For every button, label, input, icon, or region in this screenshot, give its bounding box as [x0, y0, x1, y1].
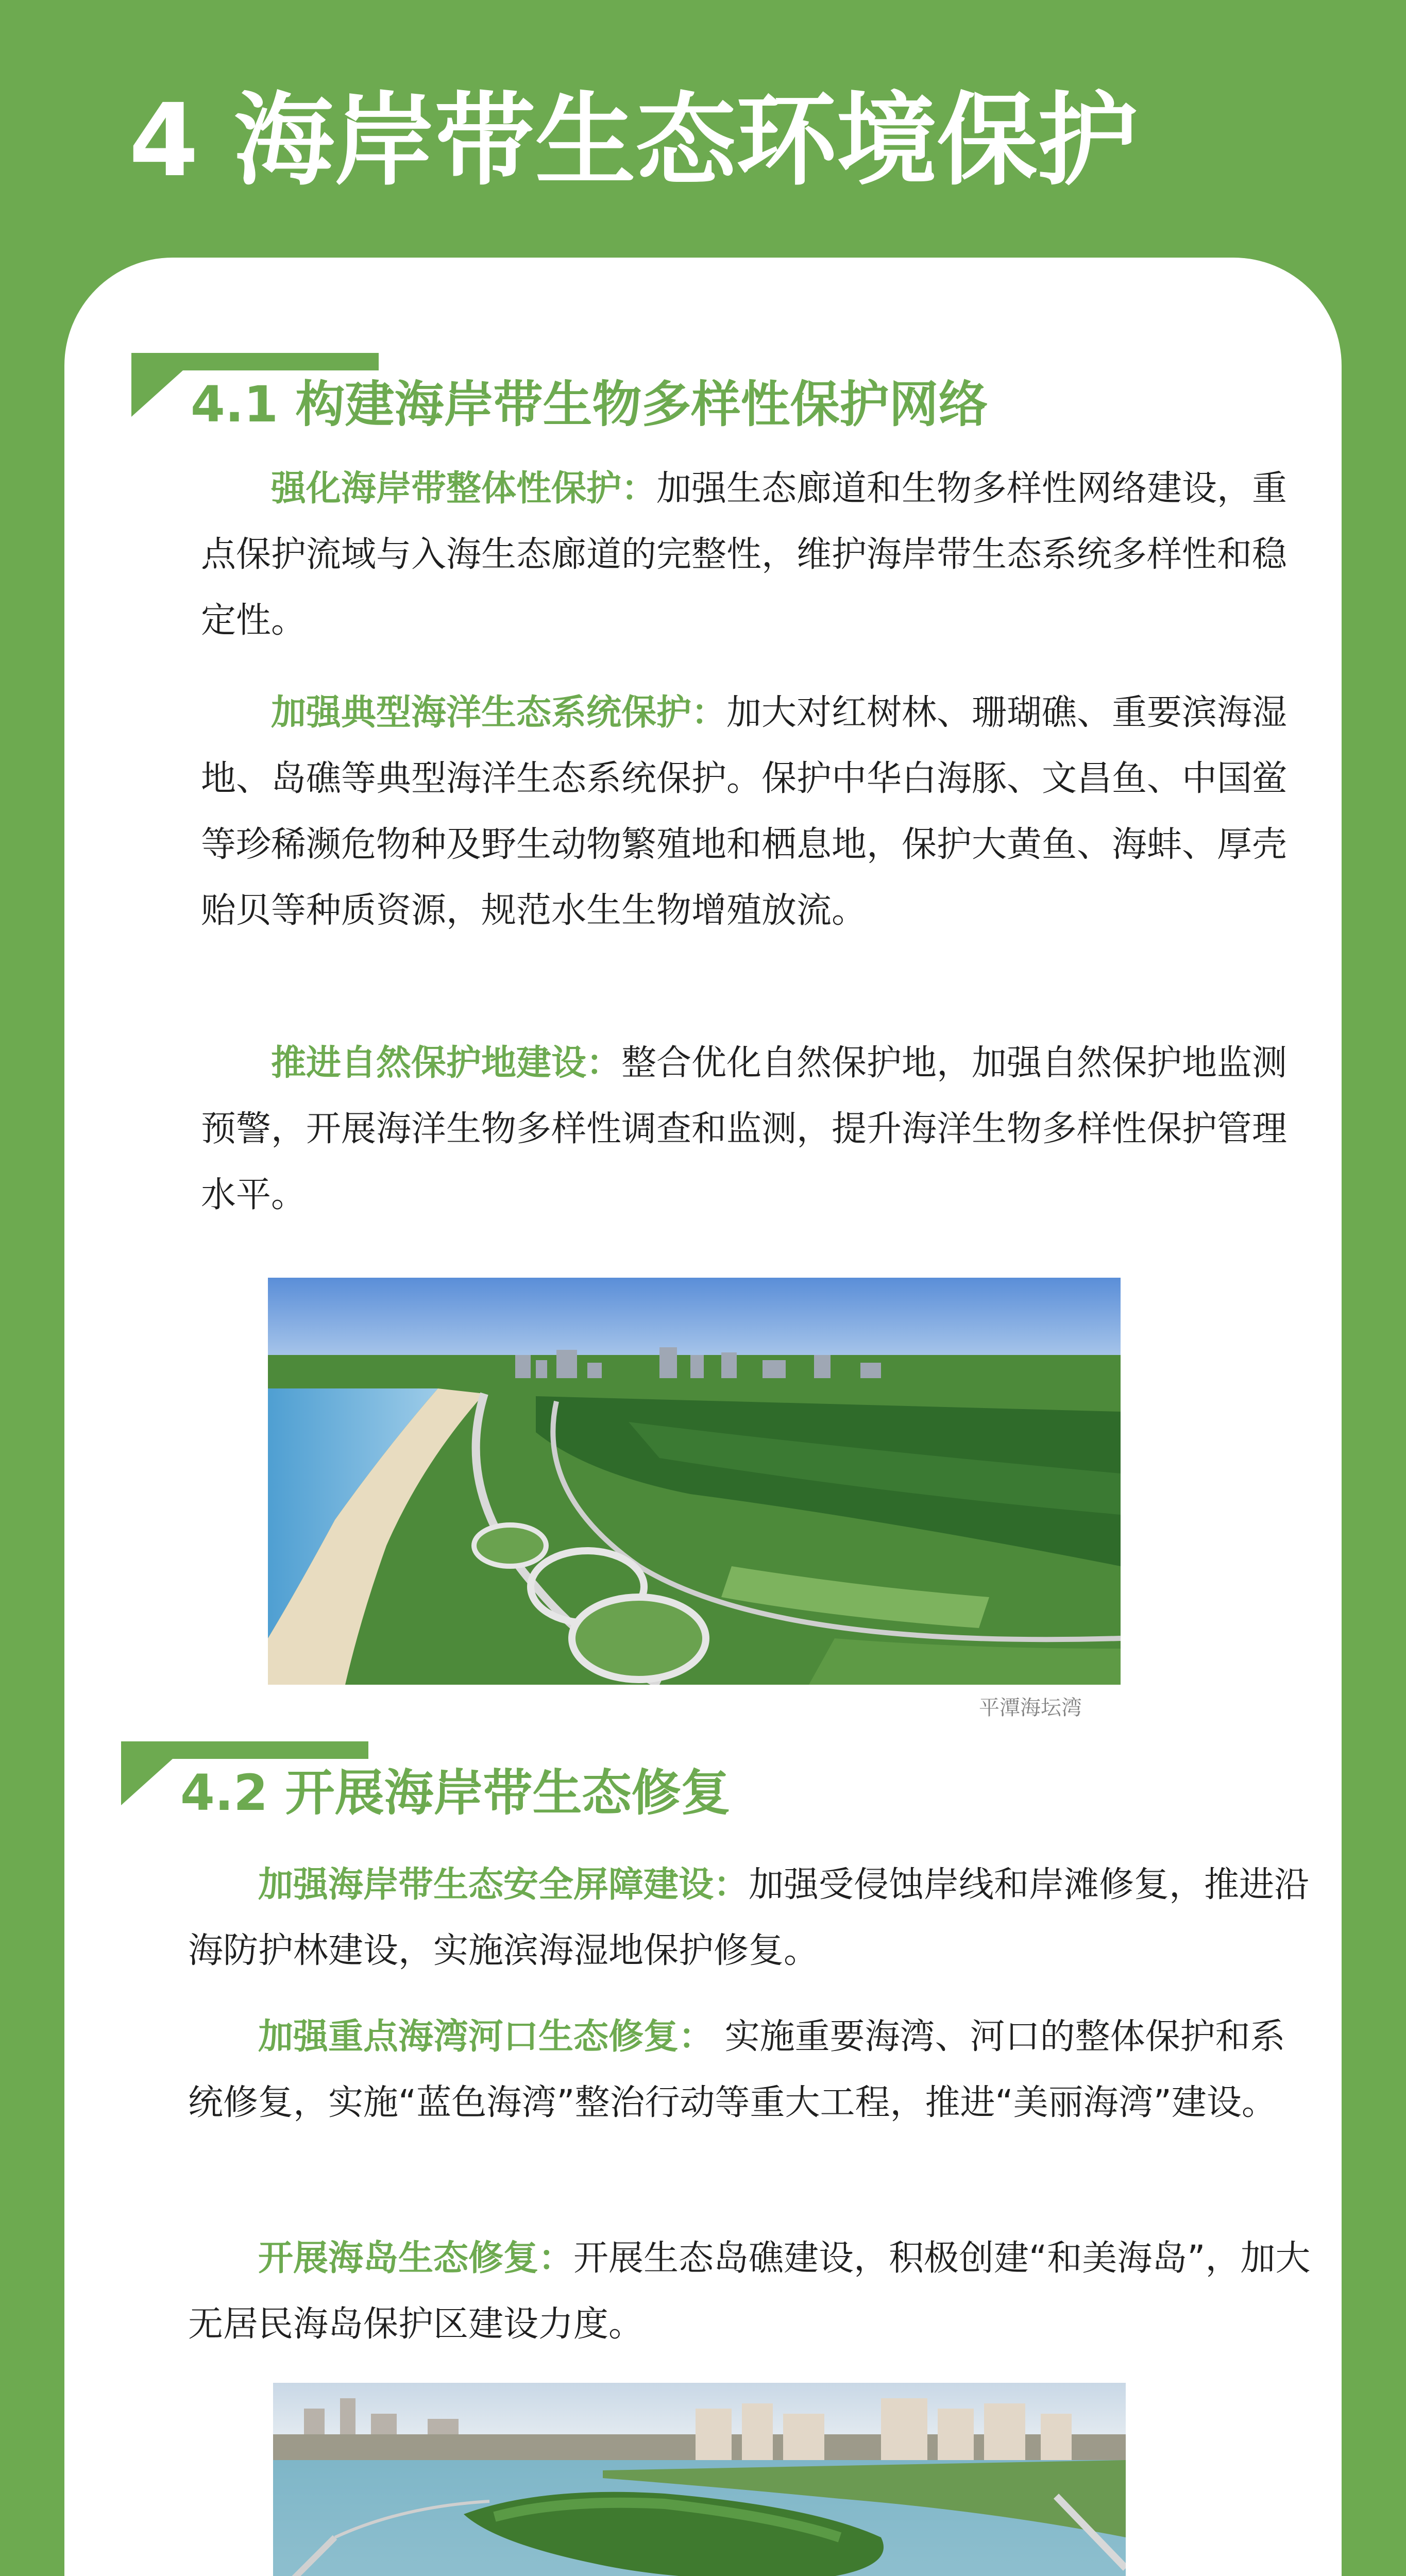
photo-xiamen-wetland-image	[273, 2383, 1126, 2576]
photo-xiamen-wetland	[273, 2383, 1126, 2576]
paragraph-text: 加强受侵蚀岸线和岸滩修复，推进沿海防护林建设，实施滨海湿地保护修复。	[188, 1865, 1310, 1971]
paragraph-keyword: 开展海岛生态修复：	[258, 2238, 574, 2279]
paragraph-keyword: 加强重点海湾河口生态修复：	[258, 2016, 714, 2057]
paragraph-keyword: 加强典型海洋生态系统保护：	[271, 692, 727, 733]
photo-pingtan-bay-image	[268, 1278, 1121, 1685]
paragraph-keyword: 加强海岸带生态安全屏障建设：	[258, 1865, 749, 1905]
paragraph	[201, 680, 1314, 944]
paragraph	[188, 2226, 1314, 2358]
paragraph	[188, 2004, 1314, 2136]
photo-caption: 平潭海坛湾	[979, 1696, 1082, 1720]
section-title: 4.2 开展海岸带生态修复	[180, 1764, 731, 1822]
heading-accent-triangle	[131, 370, 183, 417]
paragraph-keyword: 推进自然保护地建设：	[271, 1043, 622, 1083]
paragraph-text: 实施重要海湾、河口的整体保护和系统修复，实施“蓝色海湾”整治行动等重大工程，推进“美丽海湾”建设。	[188, 2016, 1285, 2123]
paragraph-text: 加大对红树林、珊瑚礁、重要滨海湿地、岛礁等典型海洋生态系统保护。保护中华白海豚、文昌鱼、中国鲎等珍稀濒危物种及野生动物繁殖地和栖息地，保护大黄鱼、海蚌、厚壳贻贝等种质资源，规范水生生物增殖放流。	[201, 692, 1288, 931]
paragraph	[188, 1852, 1314, 1984]
photo-pingtan-bay	[268, 1278, 1121, 1685]
paragraph	[201, 456, 1314, 654]
section-heading-4-1	[131, 353, 1265, 433]
heading-accent-bar	[121, 1741, 368, 1759]
content-card	[64, 258, 1342, 2576]
section-heading-4-2	[121, 1741, 1255, 1822]
paragraph	[201, 1030, 1314, 1228]
paragraph-keyword: 强化海岸带整体性保护：	[271, 468, 657, 509]
heading-accent-bar	[131, 353, 379, 370]
page-title: 4 海岸带生态环境保护	[129, 82, 1138, 199]
paragraph-text: 整合优化自然保护地，加强自然保护地监测预警，开展海洋生物多样性调查和监测，提升海洋生物多样性保护管理水平。	[201, 1043, 1288, 1215]
section-title: 4.1 构建海岸带生物多样性保护网络	[191, 376, 988, 433]
paragraph-text: 开展生态岛礁建设，积极创建“和美海岛”，加大无居民海岛保护区建设力度。	[188, 2238, 1311, 2345]
heading-accent-triangle	[121, 1759, 173, 1805]
paragraph-text: 加强生态廊道和生物多样性网络建设，重点保护流域与入海生态廊道的完整性，维护海岸带生态系统多样性和稳定性。	[201, 468, 1288, 641]
